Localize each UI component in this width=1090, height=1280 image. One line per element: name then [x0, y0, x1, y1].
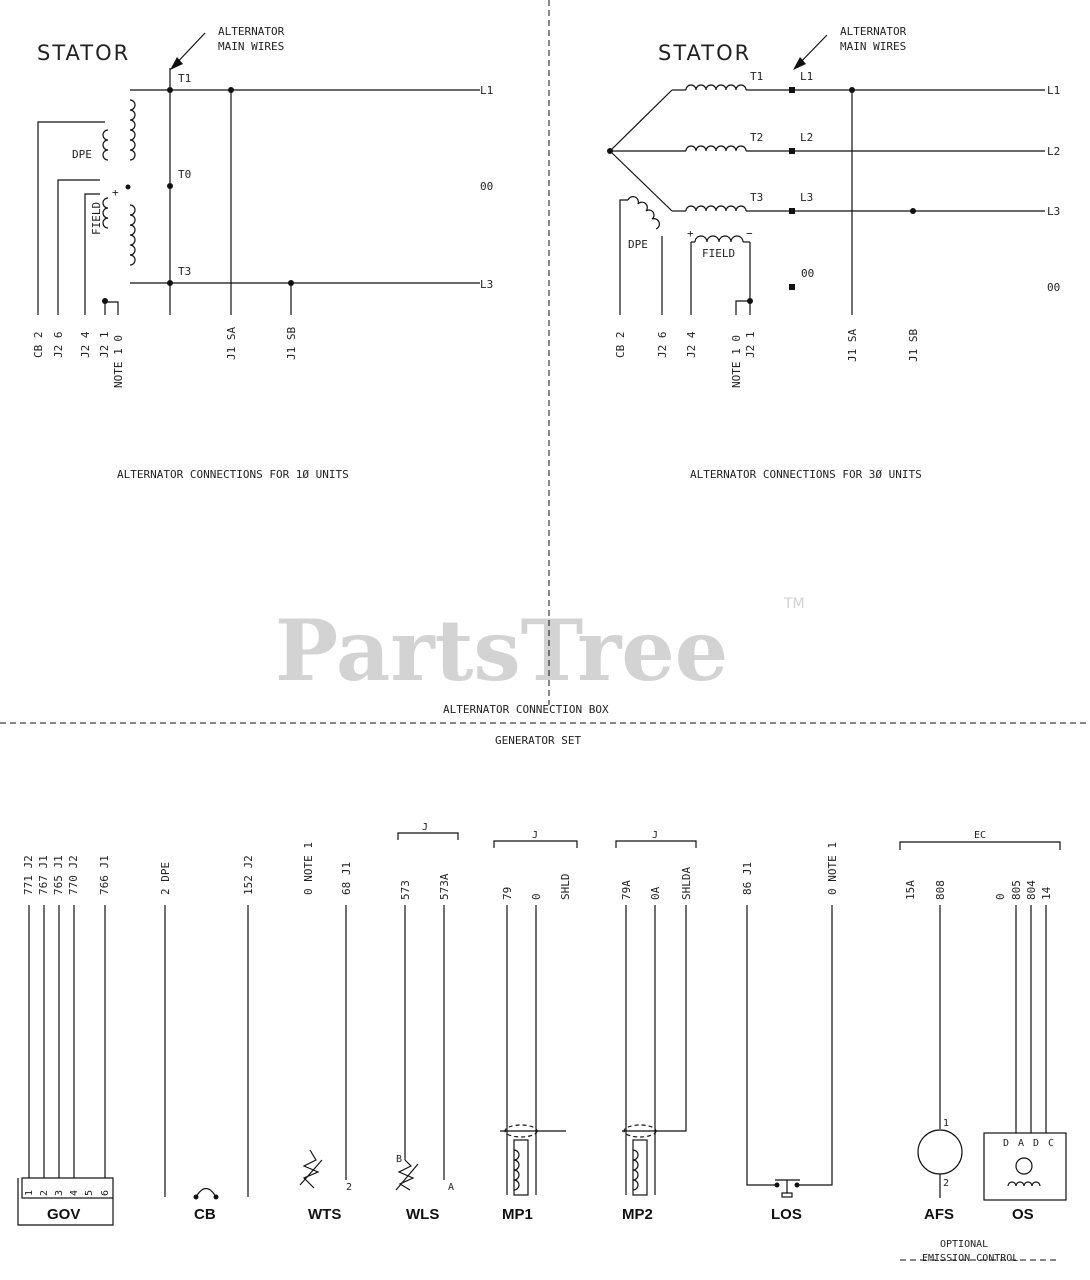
mp1-wire-label-79: 79	[501, 886, 514, 900]
wire-j26-1ph	[58, 180, 100, 315]
label-00-3ph: 00	[801, 267, 815, 280]
afs-wire-label-15a: 15A	[904, 880, 917, 900]
gov-component	[18, 855, 113, 1225]
node-t1-1ph	[167, 87, 173, 93]
bottom-label-note10-1ph: NOTE 1 0	[112, 335, 125, 388]
gov-pin-2: 2	[39, 1189, 50, 1196]
los-wire-label-86: 86 J1	[741, 861, 754, 895]
mp2-bracket	[616, 841, 696, 848]
terminal-00-3ph	[789, 284, 795, 290]
label-field-1ph: FIELD	[90, 201, 103, 235]
los-switch-base	[782, 1193, 792, 1197]
label-plus-1ph: +	[112, 186, 119, 199]
os-wire-label-0: 0	[994, 893, 1007, 900]
coil-t2-3ph	[686, 146, 746, 151]
three-phase-section	[607, 25, 1060, 481]
stator-coil-upper-1ph	[130, 100, 135, 160]
wts-sensor-stroke	[300, 1160, 322, 1185]
wts-wire-label-68: 68 J1	[340, 861, 353, 895]
bottom-label-cb2-1ph: CB 2	[32, 331, 45, 358]
node-j1sb-3ph	[910, 208, 916, 214]
output-l1-1ph: L1	[480, 84, 494, 97]
os-pin-2: A	[1018, 1138, 1025, 1149]
afs-pin-2: 2	[943, 1178, 950, 1189]
coil-t3-3ph	[686, 206, 746, 211]
stator-title-3ph: STATOR	[658, 41, 752, 65]
afs-component	[904, 880, 962, 1223]
label-t3-3ph: T3	[750, 191, 764, 204]
wls-bracket	[398, 833, 458, 840]
field-coil-1ph	[103, 198, 108, 228]
bottom-label-j24-3ph: J2 4	[685, 331, 698, 358]
los-contact-right	[795, 1183, 800, 1188]
terminal-l2-3ph	[789, 148, 795, 154]
mp1-bracket-label: J	[532, 830, 539, 841]
mp2-shield-wire	[622, 905, 686, 1131]
mp2-wire-label-0a: 0A	[649, 886, 662, 900]
dpe-coil-1ph	[103, 130, 108, 160]
os-pin-4: C	[1048, 1138, 1055, 1149]
gov-wire-label-765: 765 J1	[52, 855, 65, 895]
watermark-brand: PartsTree	[275, 601, 729, 700]
os-label: OS	[1012, 1206, 1034, 1223]
mp2-component	[616, 830, 696, 1223]
output-l3-1ph: L3	[480, 278, 494, 291]
wls-component	[396, 822, 458, 1223]
wls-pin-b: B	[396, 1154, 403, 1165]
bottom-label-j1sb-1ph: J1 SB	[285, 326, 298, 360]
los-wire-note	[798, 905, 832, 1185]
cb-label: CB	[194, 1206, 216, 1223]
cb-terminal-left	[194, 1195, 199, 1200]
label-dpe-1ph: DPE	[72, 148, 92, 161]
los-contact-left	[775, 1183, 780, 1188]
label-field-3ph: FIELD	[702, 247, 736, 260]
terminal-l1-3ph	[789, 87, 795, 93]
label-l3-3ph: L3	[800, 191, 814, 204]
afs-wire-label-808: 808	[934, 880, 947, 900]
main-wires-label-3ph-line2: MAIN WIRES	[840, 40, 907, 53]
output-00-1ph: 00	[480, 180, 494, 193]
cb-wire-label-dpe: 2 DPE	[159, 861, 172, 895]
los-label: LOS	[771, 1206, 802, 1223]
os-sensor-element	[1016, 1158, 1032, 1174]
bottom-label-j26-3ph: J2 6	[656, 331, 669, 358]
bottom-label-j1sa-3ph: J1 SA	[846, 328, 859, 362]
mp1-pickup-body	[514, 1140, 528, 1195]
bottom-label-cb2-3ph: CB 2	[614, 331, 627, 358]
mp2-pickup-coil	[633, 1150, 638, 1190]
ec-bracket-label: EC	[974, 830, 987, 841]
cb-terminal-right	[214, 1195, 219, 1200]
cb-component	[159, 855, 255, 1223]
optional-label-line1: OPTIONAL	[940, 1239, 989, 1250]
wls-pin-a: A	[448, 1182, 455, 1193]
wts-sensor-symbol	[304, 1150, 318, 1188]
afs-pin-1: 1	[943, 1118, 950, 1129]
single-phase-section	[32, 25, 493, 481]
bottom-label-j21-3ph: J2 1	[744, 331, 757, 358]
mp1-wire-label-shld: SHLD	[559, 873, 572, 900]
caption-1ph: ALTERNATOR CONNECTIONS FOR 1Ø UNITS	[117, 468, 349, 481]
output-00-3ph: 00	[1047, 281, 1061, 294]
os-wire-label-804: 804	[1025, 880, 1038, 900]
gov-pin-5: 5	[84, 1189, 95, 1196]
wire-cb2-3ph	[620, 200, 628, 315]
wts-pin: 2	[346, 1182, 353, 1193]
gov-pin-1: 1	[24, 1189, 35, 1196]
mp2-wire-label-79a: 79A	[620, 880, 633, 900]
os-heater-coil	[1008, 1182, 1040, 1186]
label-l2-3ph: L2	[800, 131, 814, 144]
gov-wire-label-770: 770 J2	[67, 855, 80, 895]
node-t0-1ph	[167, 183, 173, 189]
main-wires-label-1ph-line2: MAIN WIRES	[218, 40, 285, 53]
bottom-label-j21-1ph: J2 1	[98, 331, 111, 358]
wye-arm-t1	[610, 90, 672, 151]
label-t3-1ph: T3	[178, 265, 192, 278]
wls-label: WLS	[406, 1206, 440, 1223]
wts-component	[300, 842, 353, 1223]
label-plus-3ph: +	[687, 227, 694, 240]
gov-wire-label-771: 771 J2	[22, 855, 35, 895]
mp2-pickup-body	[633, 1140, 647, 1195]
label-t1-3ph: T1	[750, 70, 764, 83]
label-l1-3ph: L1	[800, 70, 814, 83]
label-t0-1ph: T0	[178, 168, 192, 181]
watermark-trademark: TM	[784, 596, 805, 612]
wls-wire-label-573: 573	[399, 880, 412, 900]
optional-label-line2: EMISSION CONTROL	[922, 1253, 1019, 1264]
coil-t1-3ph	[686, 85, 746, 90]
os-pin-3: D	[1033, 1138, 1040, 1149]
gov-wire-label-767: 767 J1	[37, 855, 50, 895]
connection-box-label: ALTERNATOR CONNECTION BOX	[443, 703, 609, 716]
mp1-component	[494, 830, 577, 1223]
label-t2-3ph: T2	[750, 131, 764, 144]
os-wire-label-14: 14	[1040, 886, 1053, 900]
afs-sensor-body	[918, 1130, 962, 1174]
stator-title-1ph: STATOR	[37, 41, 131, 65]
wts-wire-label-note: 0 NOTE 1	[302, 842, 315, 895]
wts-label: WTS	[308, 1206, 342, 1223]
output-l3-3ph: L3	[1047, 205, 1061, 218]
wls-bracket-label: J	[422, 822, 429, 833]
caption-3ph: ALTERNATOR CONNECTIONS FOR 3Ø UNITS	[690, 468, 922, 481]
bottom-label-note10-3ph: NOTE 1 0	[730, 335, 743, 388]
bottom-label-j1sb-3ph: J1 SB	[907, 328, 920, 362]
bottom-label-j24-1ph: J2 4	[79, 331, 92, 358]
mp1-bracket	[494, 841, 577, 848]
mp1-label: MP1	[502, 1206, 533, 1223]
bottom-label-j26-1ph: J2 6	[52, 331, 65, 358]
wire-j21-1ph	[105, 302, 118, 315]
main-wires-label-3ph-line1: ALTERNATOR	[840, 25, 907, 38]
label-minus-3ph: −	[746, 227, 753, 240]
gov-pin-3: 3	[54, 1189, 65, 1196]
mp2-bracket-label: J	[652, 830, 659, 841]
field-coil-3ph	[695, 236, 743, 242]
label-dpe-3ph: DPE	[628, 238, 648, 251]
los-wire-label-note: 0 NOTE 1	[826, 842, 839, 895]
os-wire-label-805: 805	[1010, 880, 1023, 900]
terminal-l3-3ph	[789, 208, 795, 214]
output-l2-3ph: L2	[1047, 145, 1061, 158]
gov-label: GOV	[47, 1206, 81, 1223]
wls-wire-label-573a: 573A	[438, 873, 451, 900]
label-t1-1ph: T1	[178, 72, 192, 85]
cb-breaker-arc	[196, 1189, 216, 1198]
gov-pin-4: 4	[69, 1189, 80, 1196]
afs-label: AFS	[924, 1206, 954, 1223]
stator-center-dot-1ph	[126, 185, 131, 190]
main-wires-label-1ph-line1: ALTERNATOR	[218, 25, 285, 38]
generator-set-label: GENERATOR SET	[495, 734, 582, 747]
os-component	[984, 880, 1066, 1223]
output-l1-3ph: L1	[1047, 84, 1061, 97]
cb-wire-label-152: 152 J2	[242, 855, 255, 895]
ec-bracket	[900, 842, 1060, 850]
node-t3-1ph	[167, 280, 173, 286]
gov-wire-label-766: 766 J1	[98, 855, 111, 895]
dpe-coil-3ph	[628, 197, 659, 229]
gov-pin-6: 6	[100, 1189, 111, 1196]
os-pin-1: D	[1003, 1138, 1010, 1149]
los-component	[741, 842, 839, 1223]
mp2-wire-label-shlda: SHLDA	[680, 866, 693, 900]
stator-coil-lower-1ph	[130, 205, 135, 265]
mp1-wire-label-0: 0	[530, 893, 543, 900]
bottom-label-j1sa-1ph: J1 SA	[225, 326, 238, 360]
mp2-label: MP2	[622, 1206, 653, 1223]
los-wire-86	[747, 905, 776, 1185]
mp1-pickup-coil	[514, 1150, 519, 1190]
